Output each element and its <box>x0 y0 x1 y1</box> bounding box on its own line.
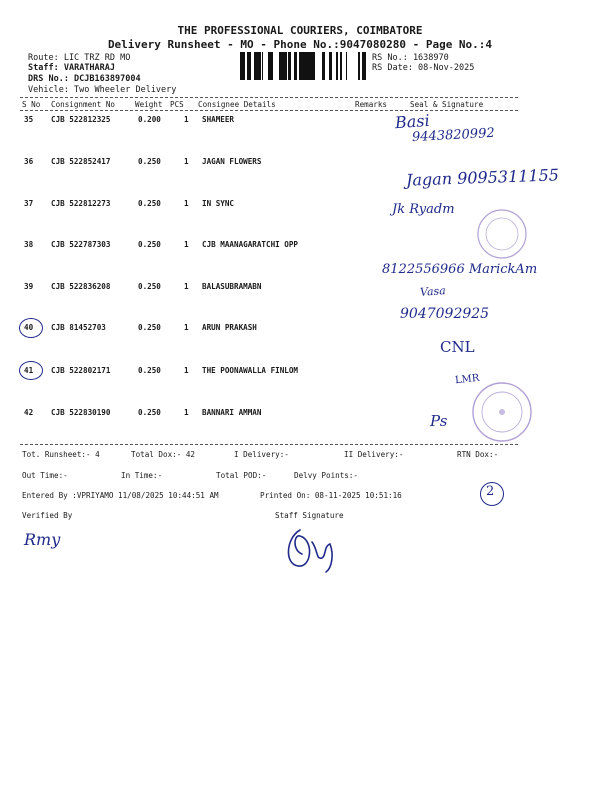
page-mark: 2 <box>486 484 495 499</box>
signature-mark-icon <box>278 520 348 575</box>
col-weight: Weight <box>135 100 163 109</box>
row-pcs: 1 <box>184 115 189 124</box>
signature-row-36: Jagan 9095311155 <box>405 165 560 190</box>
col-seal: Seal & Signature <box>410 100 484 109</box>
row-weight: 0.250 <box>138 282 161 291</box>
runsheet-subtitle: Delivery Runsheet - MO - Phone No.:9047080280 - Page No.:4 <box>107 38 493 51</box>
rs-date: RS Date: 08-Nov-2025 <box>372 63 475 73</box>
out-time: Out Time:- <box>22 471 68 480</box>
total-pod: Total POD:- <box>216 471 267 480</box>
company-title: THE PROFESSIONAL COURIERS, COIMBATORE <box>177 24 423 37</box>
seal-stamp-icon <box>470 380 534 444</box>
drs-number: DRS No.: DCJB163897004 <box>28 74 141 84</box>
row-sno: 41 <box>24 366 34 375</box>
row-consignment: CJB 522836208 <box>51 282 111 291</box>
row-consignee: ARUN PRAKASH <box>202 323 257 332</box>
row-consignee: BANNARI AMMAN <box>202 408 262 417</box>
verified-signature: Rmy <box>24 530 61 549</box>
signature-row-39: Vasa <box>419 284 447 299</box>
entered-by: Entered By :VPRIYAMO 11/08/2025 10:44:51 AM <box>22 491 219 500</box>
delvy-points: Delvy Points:- <box>294 471 359 480</box>
row-consignee: IN SYNC <box>202 199 235 208</box>
row-weight: 0.200 <box>138 115 161 124</box>
rtn-dox: RTN Dox:- <box>457 450 499 459</box>
col-consignee: Consignee Details <box>198 100 276 109</box>
total-runsheet: Tot. Runsheet:- 4 <box>22 450 100 459</box>
row-weight: 0.250 <box>138 408 161 417</box>
row-consignee: JAGAN FLOWERS <box>202 157 262 166</box>
row-pcs: 1 <box>184 323 189 332</box>
signature-row-35: Basi <box>394 110 431 133</box>
col-pcs: PCS <box>170 100 184 109</box>
signature-row-42: Ps <box>430 412 448 430</box>
row-weight: 0.250 <box>138 199 161 208</box>
row-pcs: 1 <box>184 157 189 166</box>
signature-row-35-phone: 9443820992 <box>411 125 496 146</box>
rs-number: RS No.: 1638970 <box>372 53 449 63</box>
staff-signature-label: Staff Signature <box>275 511 344 520</box>
row-consignment: CJB 522802171 <box>51 366 111 375</box>
signature-row-38: 8122556966 MarickAm <box>382 262 538 277</box>
in-time: In Time:- <box>121 471 163 480</box>
row-consignment: CJB 522830190 <box>51 408 111 417</box>
ii-delivery: II Delivery:- <box>344 450 404 459</box>
row-sno: 39 <box>24 282 34 291</box>
vehicle: Vehicle: Two Wheeler Delivery <box>28 85 177 95</box>
row-consignment: CJB 522812325 <box>51 115 111 124</box>
row-pcs: 1 <box>184 408 189 417</box>
row-consignee: SHAMEER <box>202 115 235 124</box>
signature-row-40: CNL <box>440 338 475 356</box>
row-sno: 42 <box>24 408 34 417</box>
i-delivery: I Delivery:- <box>234 450 289 459</box>
row-consignment: CJB 522852417 <box>51 157 111 166</box>
route: Route: LIC TRZ RD MO <box>28 53 131 63</box>
row-consignee: THE POONAWALLA FINLOM <box>202 366 299 375</box>
staff-line <box>28 63 115 73</box>
row-weight: 0.250 <box>138 323 161 332</box>
col-sno: S No <box>22 100 41 109</box>
total-dox: Total Dox:- 42 <box>131 450 196 459</box>
col-remarks: Remarks <box>355 100 388 109</box>
row-consignee: CJB MAANAGARATCHI OPP <box>202 240 299 249</box>
staff-label: Staff: <box>28 63 59 73</box>
row-sno: 40 <box>24 323 34 332</box>
row-pcs: 1 <box>184 240 189 249</box>
row-consignment: CJB 522812273 <box>51 199 111 208</box>
staff-value: VARATHARAJ <box>63 63 116 73</box>
row-sno: 38 <box>24 240 34 249</box>
row-consignment: CJB 522787303 <box>51 240 111 249</box>
col-consignment: Consignment No <box>51 100 116 109</box>
row-consignment: CJB 81452703 <box>51 323 106 332</box>
signature-row-39-phone: 9047092925 <box>400 306 490 322</box>
row-sno: 36 <box>24 157 34 166</box>
row-consignee: BALASUBRAMABN <box>202 282 262 291</box>
signature-row-41: LMR <box>454 372 480 387</box>
row-weight: 0.250 <box>138 240 161 249</box>
row-pcs: 1 <box>184 199 189 208</box>
row-pcs: 1 <box>184 366 189 375</box>
printed-on: Printed On: 08-11-2025 10:51:16 <box>260 491 402 500</box>
row-sno: 35 <box>24 115 34 124</box>
row-pcs: 1 <box>184 282 189 291</box>
seal-stamp-icon <box>474 206 530 262</box>
row-weight: 0.250 <box>138 366 161 375</box>
verified-by: Verified By <box>22 511 73 520</box>
row-weight: 0.250 <box>138 157 161 166</box>
signature-row-37: Jk Ryadm <box>392 202 455 217</box>
barcode-icon <box>240 52 366 80</box>
row-sno: 37 <box>24 199 34 208</box>
